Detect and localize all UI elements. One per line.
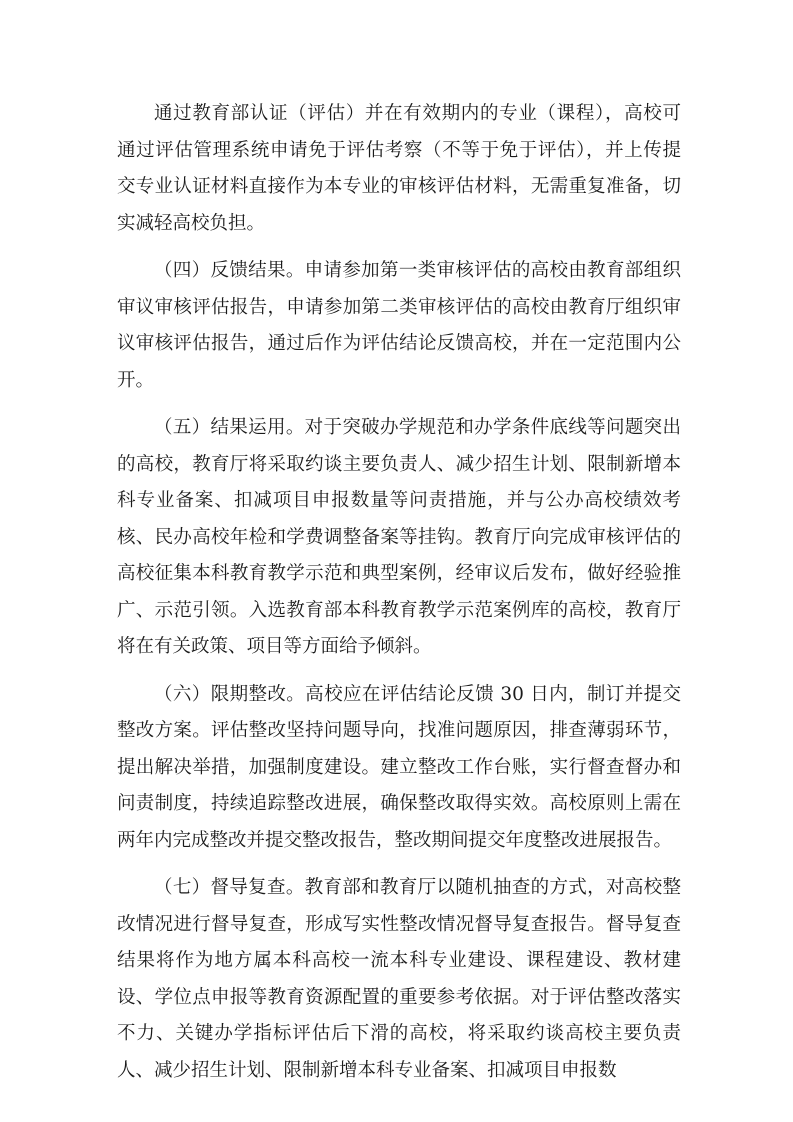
document-body: [117, 96, 681, 1100]
paragraph-results-application: （五）结果运用。对于突破办学规范和办学条件底线等问题突出的高校，教育厅将采取约谈主要负责人、减少招生计划、限制新增本科专业备案、扣减项目申报数量等问责措施，并与公办高校绩效考核、民办高校年检和学费调整备案等挂钩。教育厅向完成审核评估的高校征集本科教育教学示范和典型案例，经审议后发布，做好经验推广、示范引领。入选教育部本科教育教学示范案例库的高校，教育厅将在有关政策、项目等方面给予倾斜。: [117, 417, 681, 657]
paragraph-rectification-deadline: （六）限期整改。高校应在评估结论反馈 30 日内，制订并提交整改方案。评估整改坚持问题导向，找准问题原因，排查薄弱环节，提出解决举措，加强制度建设。建立整改工作台账，实行督查督办和问责制度，持续追踪整改进展，确保整改取得实效。高校原则上需在两年内完成整改并提交整改报告，整改期间提交年度整改进展报告。: [117, 683, 681, 851]
paragraph-supervision-review: （七）督导复查。教育部和教育厅以随机抽查的方式，对高校整改情况进行督导复查，形成写实性整改情况督导复查报告。督导复查结果将作为地方属本科高校一流本科专业建设、课程建设、教材建设、学位点申报等教育资源配置的重要参考依据。对于评估整改落实不力、关键办学指标评估后下滑的高校，将采取约谈高校主要负责人、减少招生计划、限制新增本科专业备案、扣减项目申报数: [117, 877, 681, 1081]
paragraph-feedback-results: （四）反馈结果。申请参加第一类审核评估的高校由教育部组织审议审核评估报告，申请参加第二类审核评估的高校由教育厅组织审议审核评估报告，通过后作为评估结论反馈高校，并在一定范围内公开。: [117, 260, 681, 391]
paragraph-certification-exemption: 通过教育部认证（评估）并在有效期内的专业（课程），高校可通过评估管理系统申请免于评估考察（不等于免于评估），并上传提交专业认证材料直接作为本专业的审核评估材料，无需重复准备，切实减轻高校负担。: [117, 103, 681, 234]
